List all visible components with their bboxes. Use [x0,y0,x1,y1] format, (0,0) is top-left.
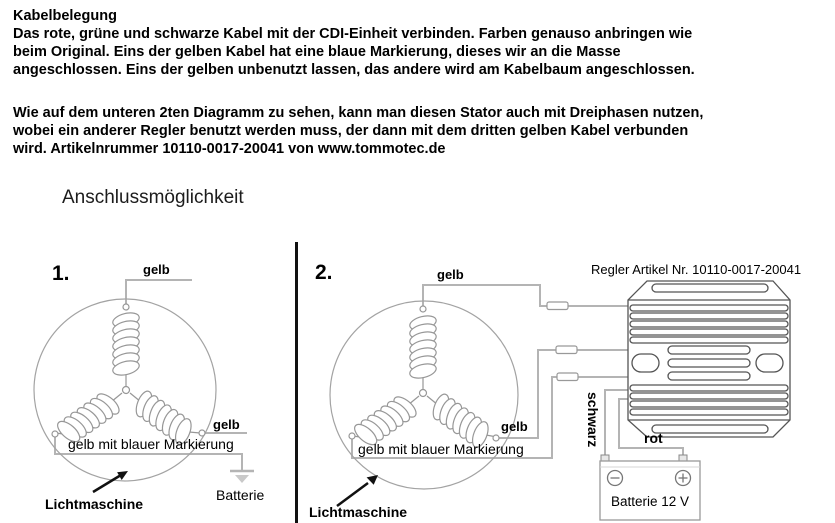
intro-line: wird. Artikelnrummer 10110-0017-20041 von www.tommotec.de [13,141,446,157]
diagram2-gelb-blau-label: gelb mit blauer Markierung [358,441,524,457]
stator-1 [34,280,254,492]
intro-line: beim Original. Eins der gelben Kabel hat eine blaue Markierung, dieses wir an die Masse [13,44,621,60]
diagram2-gelb-right-label: gelb [501,419,528,434]
intro-line: Wie auf dem unteren 2ten Diagramm zu sehen, kann man diesen Stator auch mit Dreiphasen nutzen, [13,105,704,121]
diagram1-battery-label: Batterie [216,487,265,503]
battery [600,455,700,520]
intro-line: Das rote, grüne und schwarze Kabel mit der CDI-Einheit verbinden. Farben genauso anbringen wie [13,26,693,42]
rot-wire-label: rot [644,430,663,446]
intro-line: wobei ein anderer Regler benutzt werden muss, der dann mit dem dritten gelben Kabel verbunden [13,123,689,139]
intro-line: angeschlossen. Eins der gelben unbenutzt lassen, das andere wird am Kabelbaum angeschlossen. [13,62,695,78]
diagram1-gelb-blau-label: gelb mit blauer Markierung [68,436,234,452]
diagram1-gelb-right-label: gelb [213,417,240,432]
diagram2-alternator-label: Lichtmaschine [309,504,408,520]
diagram1-alternator-label: Lichtmaschine [45,496,144,512]
mount-hole-left [632,354,659,372]
schwarz-wire-label: schwarz [585,392,601,448]
regulator [628,281,790,437]
diagram1-number: 1. [52,262,70,285]
regulator-title: Regler Artikel Nr. 10110-0017-20041 [591,262,802,277]
coil [408,313,437,380]
intro-heading: Kabelbelegung [13,8,117,24]
coil [111,310,140,377]
alternator-arrow [337,475,378,506]
section-title: Anschlussmöglichkeit [62,187,244,208]
wire-connectors [547,302,578,381]
battery-label: Batterie 12 V [611,494,690,509]
mount-hole-right [756,354,783,372]
diagram2-number: 2. [315,261,333,284]
ground-symbol [230,471,254,483]
diagram1-gelb-top-label: gelb [143,262,170,277]
divider [295,242,298,523]
diagram2-gelb-top-label: gelb [437,267,464,282]
